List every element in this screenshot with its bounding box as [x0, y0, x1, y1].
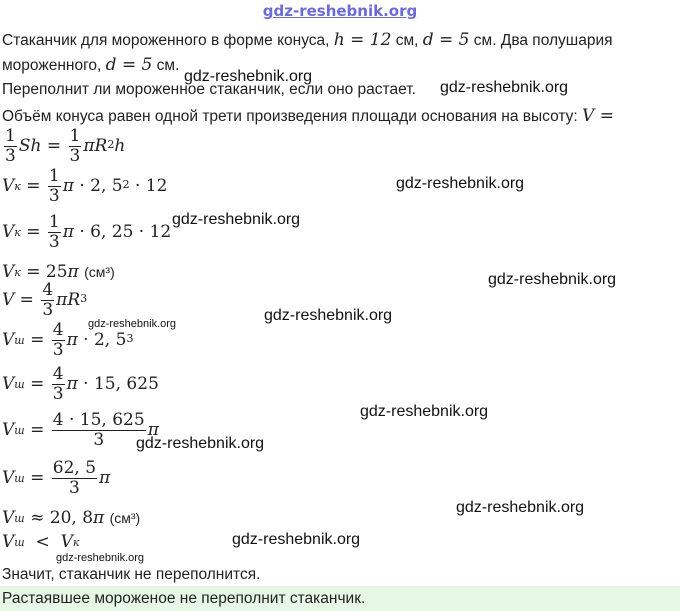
- eq-compare: V ш < V к: [2, 532, 80, 552]
- eq-vk-2: V к = $\frac{1}{3}$ π · 6, 25 · 12: [2, 211, 172, 252]
- eq-vk-3: V к = 25 π (см³): [2, 262, 115, 282]
- conclusion-text: Значит, стаканчик не переполнится.: [2, 566, 261, 583]
- answer-text: Растаявшее мороженое не переполнит стаканчик.: [2, 590, 366, 607]
- watermark: gdz-reshebnik.org: [56, 552, 145, 564]
- watermark: gdz-reshebnik.org: [456, 499, 585, 516]
- watermark: gdz-reshebnik.org: [172, 211, 301, 228]
- unit-cm3: (см³): [109, 510, 141, 526]
- problem-text: см. Два полушария: [469, 32, 613, 49]
- site-header-link[interactable]: gdz-reshebnik.org: [262, 2, 418, 20]
- eq-vsh-2: V ш = $\frac{4}{3}$ π · 15, 625: [2, 363, 159, 404]
- eq-cone-formula: $\frac{1}{3}$ Sh = $\frac{1}{3}$ πR $^2$ h: [5, 125, 126, 166]
- eq-vsh-4: V ш = $\frac{62, 5}{3}$ π: [2, 457, 111, 498]
- problem-text: Стаканчик для мороженного в форме конуса,: [2, 32, 334, 49]
- h-value: h = 12: [333, 30, 392, 50]
- d-value: d = 5: [422, 30, 470, 50]
- solution-intro: [2, 106, 614, 126]
- eq-sphere-formula: V = $\frac{4}{3}$ πR $^3$: [2, 279, 88, 320]
- watermark: gdz-reshebnik.org: [232, 531, 361, 548]
- eq-vsh-3: V ш = $\frac{4 \cdot 15, 625}{3}$ π: [2, 409, 159, 450]
- eq-vsh-approx: V ш ≈ 20, 8 π (см³): [2, 508, 141, 528]
- watermark: gdz-reshebnik.org: [136, 435, 265, 452]
- watermark: gdz-reshebnik.org: [264, 307, 393, 324]
- watermark: gdz-reshebnik.org: [88, 318, 177, 330]
- watermark: gdz-reshebnik.org: [440, 79, 569, 96]
- eq-vsh-1: V ш = $\frac{4}{3}$ π · 2, 5 $^3$: [2, 319, 134, 360]
- problem-text: см.: [152, 57, 180, 74]
- problem-line-2: [2, 55, 179, 75]
- watermark: gdz-reshebnik.org: [360, 403, 489, 420]
- problem-line-3: Переполнит ли мороженное стаканчик, если оно растает.: [2, 81, 416, 98]
- problem-line-1: [2, 30, 613, 50]
- watermark: gdz-reshebnik.org: [488, 271, 617, 288]
- d-value: d = 5: [105, 55, 153, 75]
- watermark: gdz-reshebnik.org: [184, 68, 313, 85]
- intro-v: V =: [582, 106, 614, 126]
- watermark: gdz-reshebnik.org: [396, 175, 525, 192]
- unit-cm3: (см³): [84, 264, 115, 280]
- intro-text: Объём конуса равен одной трети произведения площади основания на высоту:: [2, 108, 583, 125]
- problem-text: см,: [391, 32, 423, 49]
- eq-vk-1: V к = $\frac{1}{3}$ π · 2, 5 $^2$ · 12: [2, 165, 168, 206]
- problem-text: мороженного,: [2, 57, 106, 74]
